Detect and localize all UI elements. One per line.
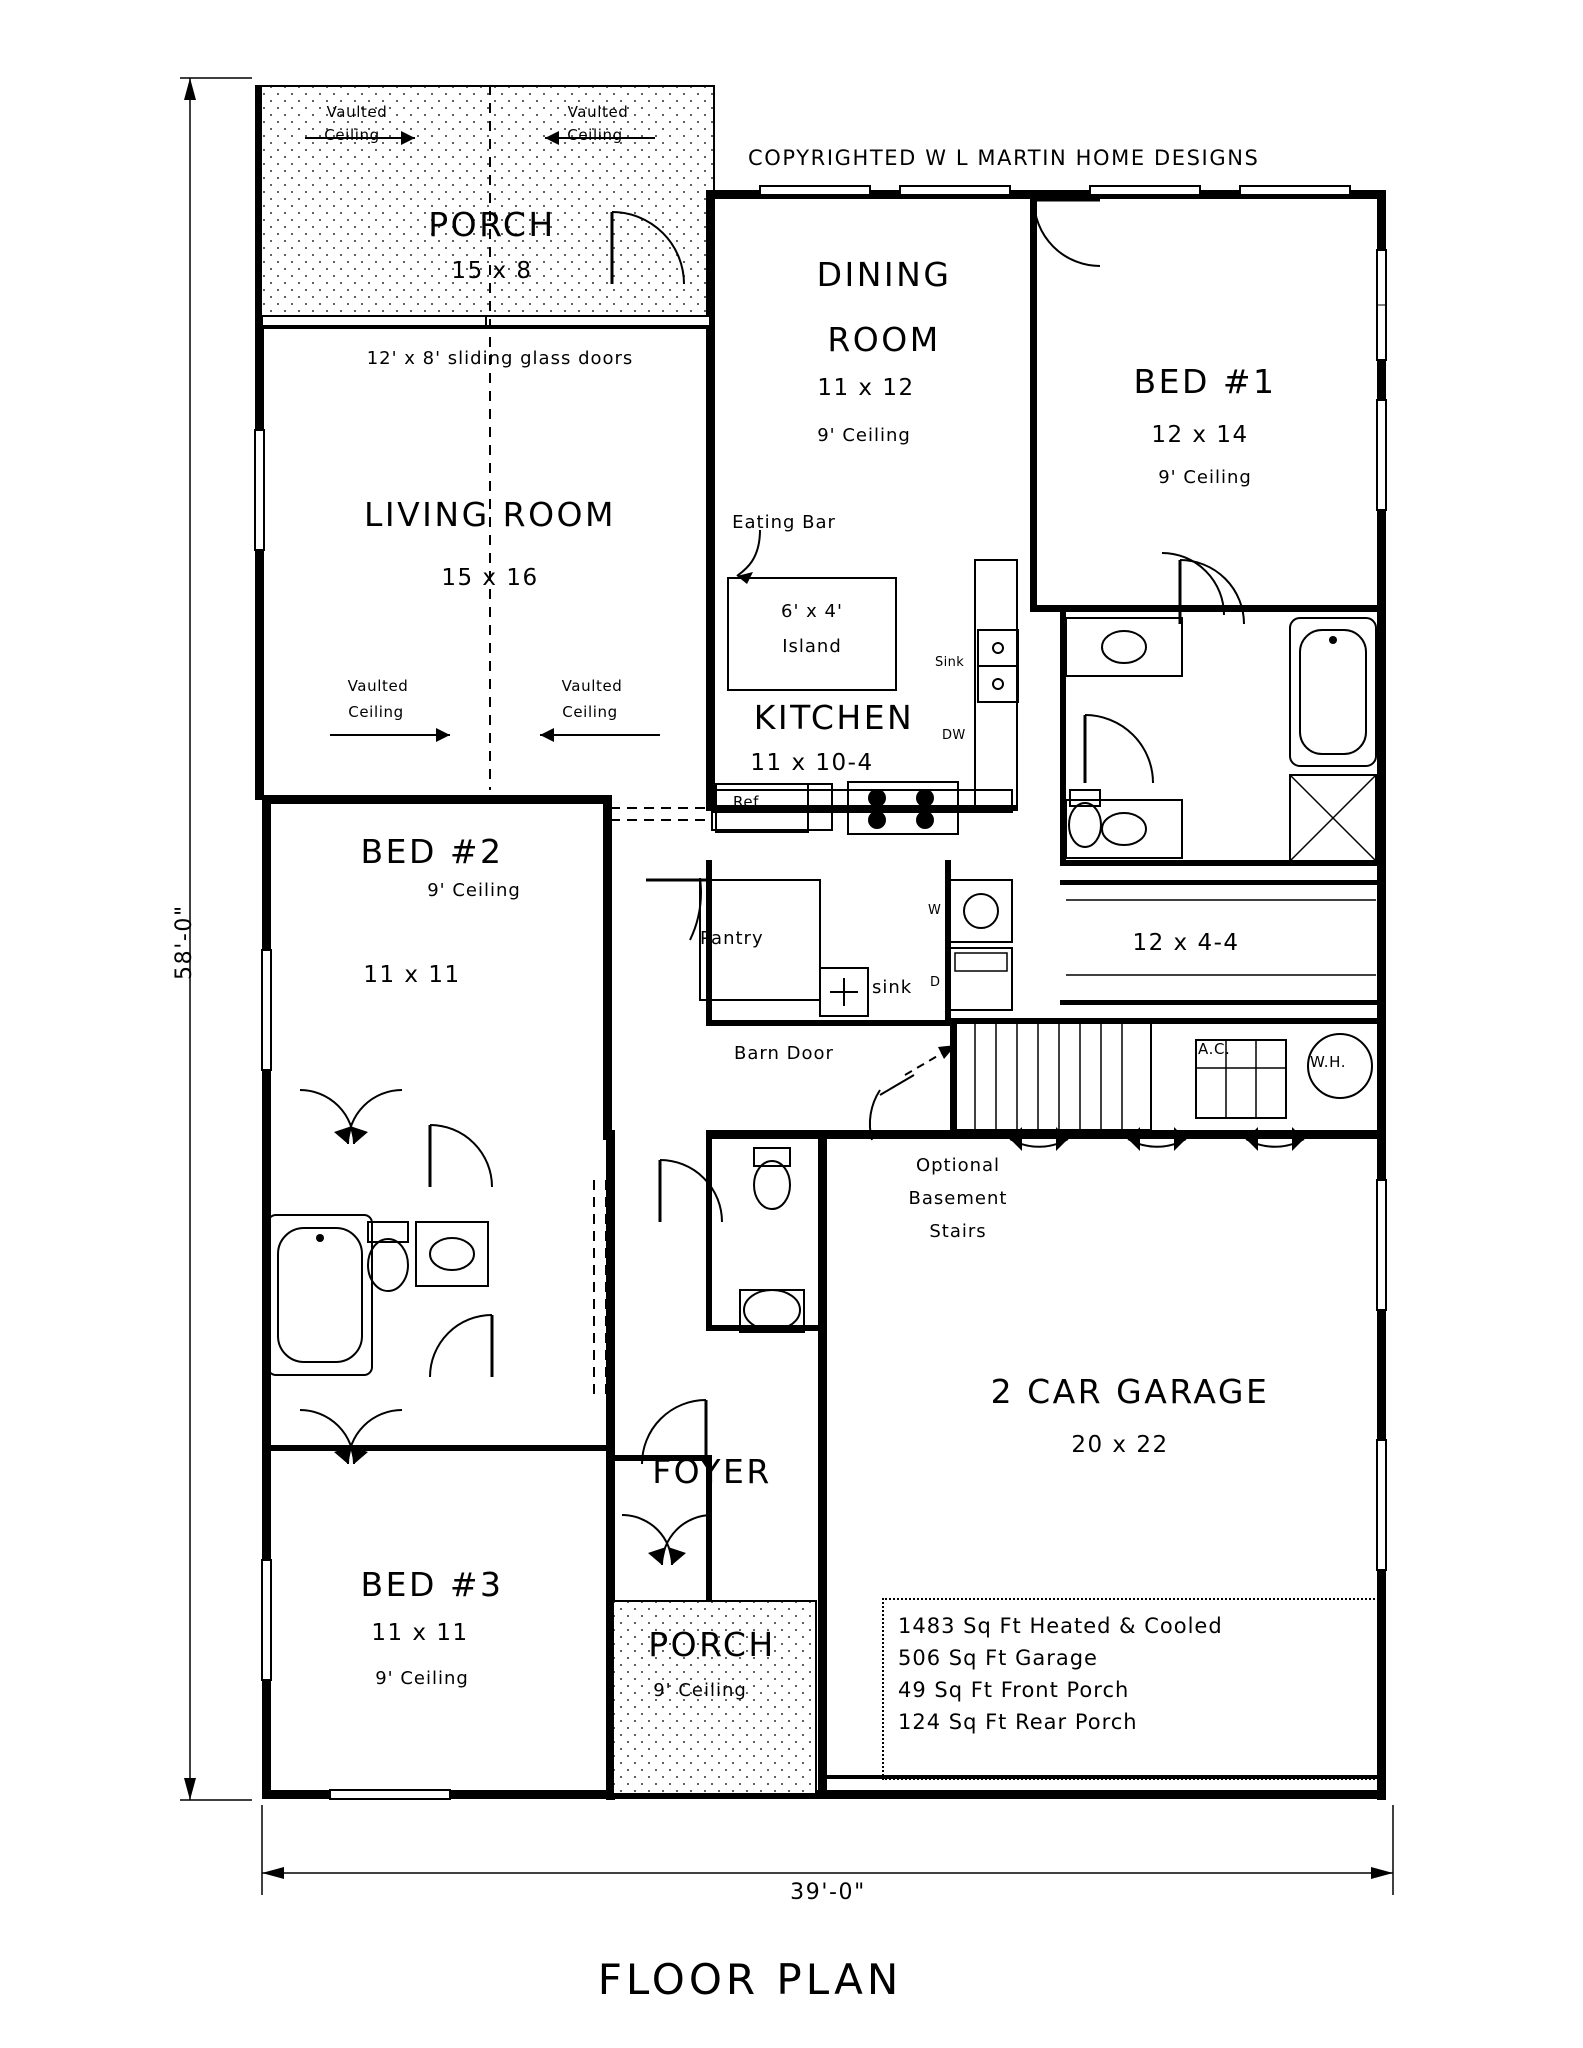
rear-porch-dimension: 15 x 8 — [451, 258, 533, 284]
dining-room-dimension: 11 x 12 — [817, 375, 915, 401]
island-label-line2: Island — [782, 636, 842, 657]
overall-width-dimension: 39'-0" — [790, 1880, 866, 1905]
living-vaulted-left-1: Vaulted — [347, 677, 409, 695]
wall-halfbath-left — [706, 1130, 712, 1330]
dryer-label: D — [930, 975, 941, 990]
area-summary-box — [882, 1598, 1382, 1780]
porch-vaulted-label-left-1: Vaulted — [326, 103, 388, 121]
optional-stairs-line2: Basement — [908, 1188, 1008, 1209]
garage-dimension: 20 x 22 — [1071, 1432, 1169, 1458]
refrigerator-label: Ref. — [733, 793, 764, 811]
living-room-title: LIVING ROOM — [363, 495, 617, 534]
bed1-title: BED #1 — [1133, 362, 1277, 401]
rear-porch-area — [255, 85, 715, 320]
porch-vaulted-label-right-1: Vaulted — [567, 103, 629, 121]
washer-label: W — [928, 903, 942, 918]
wall-garage-top — [706, 1130, 1386, 1139]
bed1-ceiling: 9' Ceiling — [1158, 467, 1252, 488]
wall-util-top — [950, 1018, 1386, 1024]
dining-room-title-line1: DINING — [816, 255, 952, 294]
area-line-3: 49 Sq Ft Front Porch — [898, 1678, 1130, 1702]
wall-laundry-right — [945, 860, 951, 1025]
master-closet-dimension: 12 x 4-4 — [1132, 930, 1240, 956]
bed3-dimension: 11 x 11 — [371, 1620, 469, 1646]
front-porch-title: PORCH — [648, 1625, 776, 1664]
dishwasher-label: DW — [942, 728, 966, 743]
optional-stairs-line1: Optional — [915, 1155, 1001, 1176]
wall-porch-left — [255, 85, 262, 325]
garage-title: 2 CAR GARAGE — [990, 1372, 1270, 1411]
area-line-4: 124 Sq Ft Rear Porch — [898, 1710, 1138, 1734]
bed2-dimension: 11 x 11 — [363, 962, 461, 988]
area-line-1: 1483 Sq Ft Heated & Cooled — [898, 1614, 1223, 1638]
copyright-notice: COPYRIGHTED W L MARTIN HOME DESIGNS — [748, 146, 1260, 170]
wall-bath1-vert — [1060, 612, 1066, 862]
eating-bar-label: Eating Bar — [732, 512, 836, 533]
laundry-sink-label: sink — [872, 977, 913, 998]
bed2-title: BED #2 — [360, 832, 504, 871]
sliding-doors-label: 12' x 8' sliding glass doors — [366, 348, 634, 369]
porch-vaulted-label-right-2: Ceiling — [567, 126, 623, 144]
wall-living-top — [255, 320, 715, 329]
bed3-ceiling: 9' Ceiling — [375, 1668, 469, 1689]
rear-porch-title: PORCH — [428, 205, 556, 244]
kitchen-dimension: 11 x 10-4 — [750, 750, 874, 776]
wall-living-right — [706, 190, 715, 810]
kitchen-sink-label: Sink — [935, 655, 965, 670]
front-porch-ceiling: 9' Ceiling — [653, 1680, 747, 1701]
water-heater-label: W.H. — [1310, 1053, 1347, 1071]
ac-label: A.C. — [1198, 1040, 1231, 1058]
bed1-dimension: 12 x 14 — [1151, 422, 1249, 448]
wall-top-right — [713, 190, 1385, 199]
bed2-ceiling: 9' Ceiling — [427, 880, 521, 901]
wall-dining-right — [1030, 190, 1037, 610]
wall-bed1-bottom — [1030, 605, 1385, 612]
bed3-title: BED #3 — [360, 1565, 504, 1604]
wall-bed2-right — [603, 795, 612, 1140]
living-room-dimension: 15 x 16 — [441, 565, 539, 591]
wall-bed2-top — [262, 795, 612, 804]
living-vaulted-right-1: Vaulted — [561, 677, 623, 695]
foyer-title: FOYER — [652, 1452, 772, 1491]
living-vaulted-left-2: Ceiling — [348, 703, 404, 721]
wall-halfbath-right — [818, 1130, 824, 1330]
wall-bed3-top — [262, 1445, 612, 1451]
floor-plan-drawing: 58'-0" 39'-0" COPYRIGHTED W L MARTIN HOME DESIGNS Vaulted Ceiling Vaulted Ceiling PORCH 15 x 8 12' x 8' sliding glass doors LIVING ROOM 15 x 16 Vaulted Ceiling Vaulted Ceiling DINING ROOM 11 x 12 9' Ceiling BED #1 12 x 14 9' Ceiling Eating Bar 6' x 4' Island KITCHEN 11 x 10-4 Sink DW Ref. Pantry W D sink Barn Door 12 x 4-4 A.C. W.H. Optional Basement Stairs BED #2 9' Ceiling 11 x 11 BED #3 11 x 11 9' Ceiling FOYER PORCH 9' Ceiling 2 CAR GARAGE 20 x 22 1483 Sq Ft Heated & Cooled 506 Sq Ft Garage 49 Sq Ft Front Porch 124 Sq Ft Rear Porch FLOOR PLAN — [0, 0, 1583, 2048]
wall-left-living — [255, 320, 264, 800]
barn-door-label: Barn Door — [734, 1043, 834, 1064]
living-vaulted-right-2: Ceiling — [562, 703, 618, 721]
wall-halfbath-bottom — [706, 1325, 824, 1331]
plan-title: FLOOR PLAN — [597, 1955, 903, 2004]
island-label-line1: 6' x 4' — [781, 601, 843, 622]
optional-stairs-line3: Stairs — [929, 1221, 987, 1242]
pantry-label: Pantry — [700, 928, 764, 949]
kitchen-title: KITCHEN — [753, 698, 915, 737]
wall-bath1-horiz — [1060, 860, 1385, 866]
dining-room-ceiling: 9' Ceiling — [817, 425, 911, 446]
wall-closet-bottom — [1060, 1000, 1385, 1005]
wall-hall-top — [950, 1024, 956, 1134]
wall-laundry-bottom — [706, 1020, 951, 1026]
dining-room-title-line2: ROOM — [827, 320, 941, 359]
wall-closet-top — [1060, 880, 1385, 885]
area-line-2: 506 Sq Ft Garage — [898, 1646, 1098, 1670]
porch-vaulted-label-left-2: Ceiling — [324, 126, 380, 144]
wall-right-exterior — [1377, 190, 1386, 1800]
wall-left-lower — [262, 795, 271, 1795]
